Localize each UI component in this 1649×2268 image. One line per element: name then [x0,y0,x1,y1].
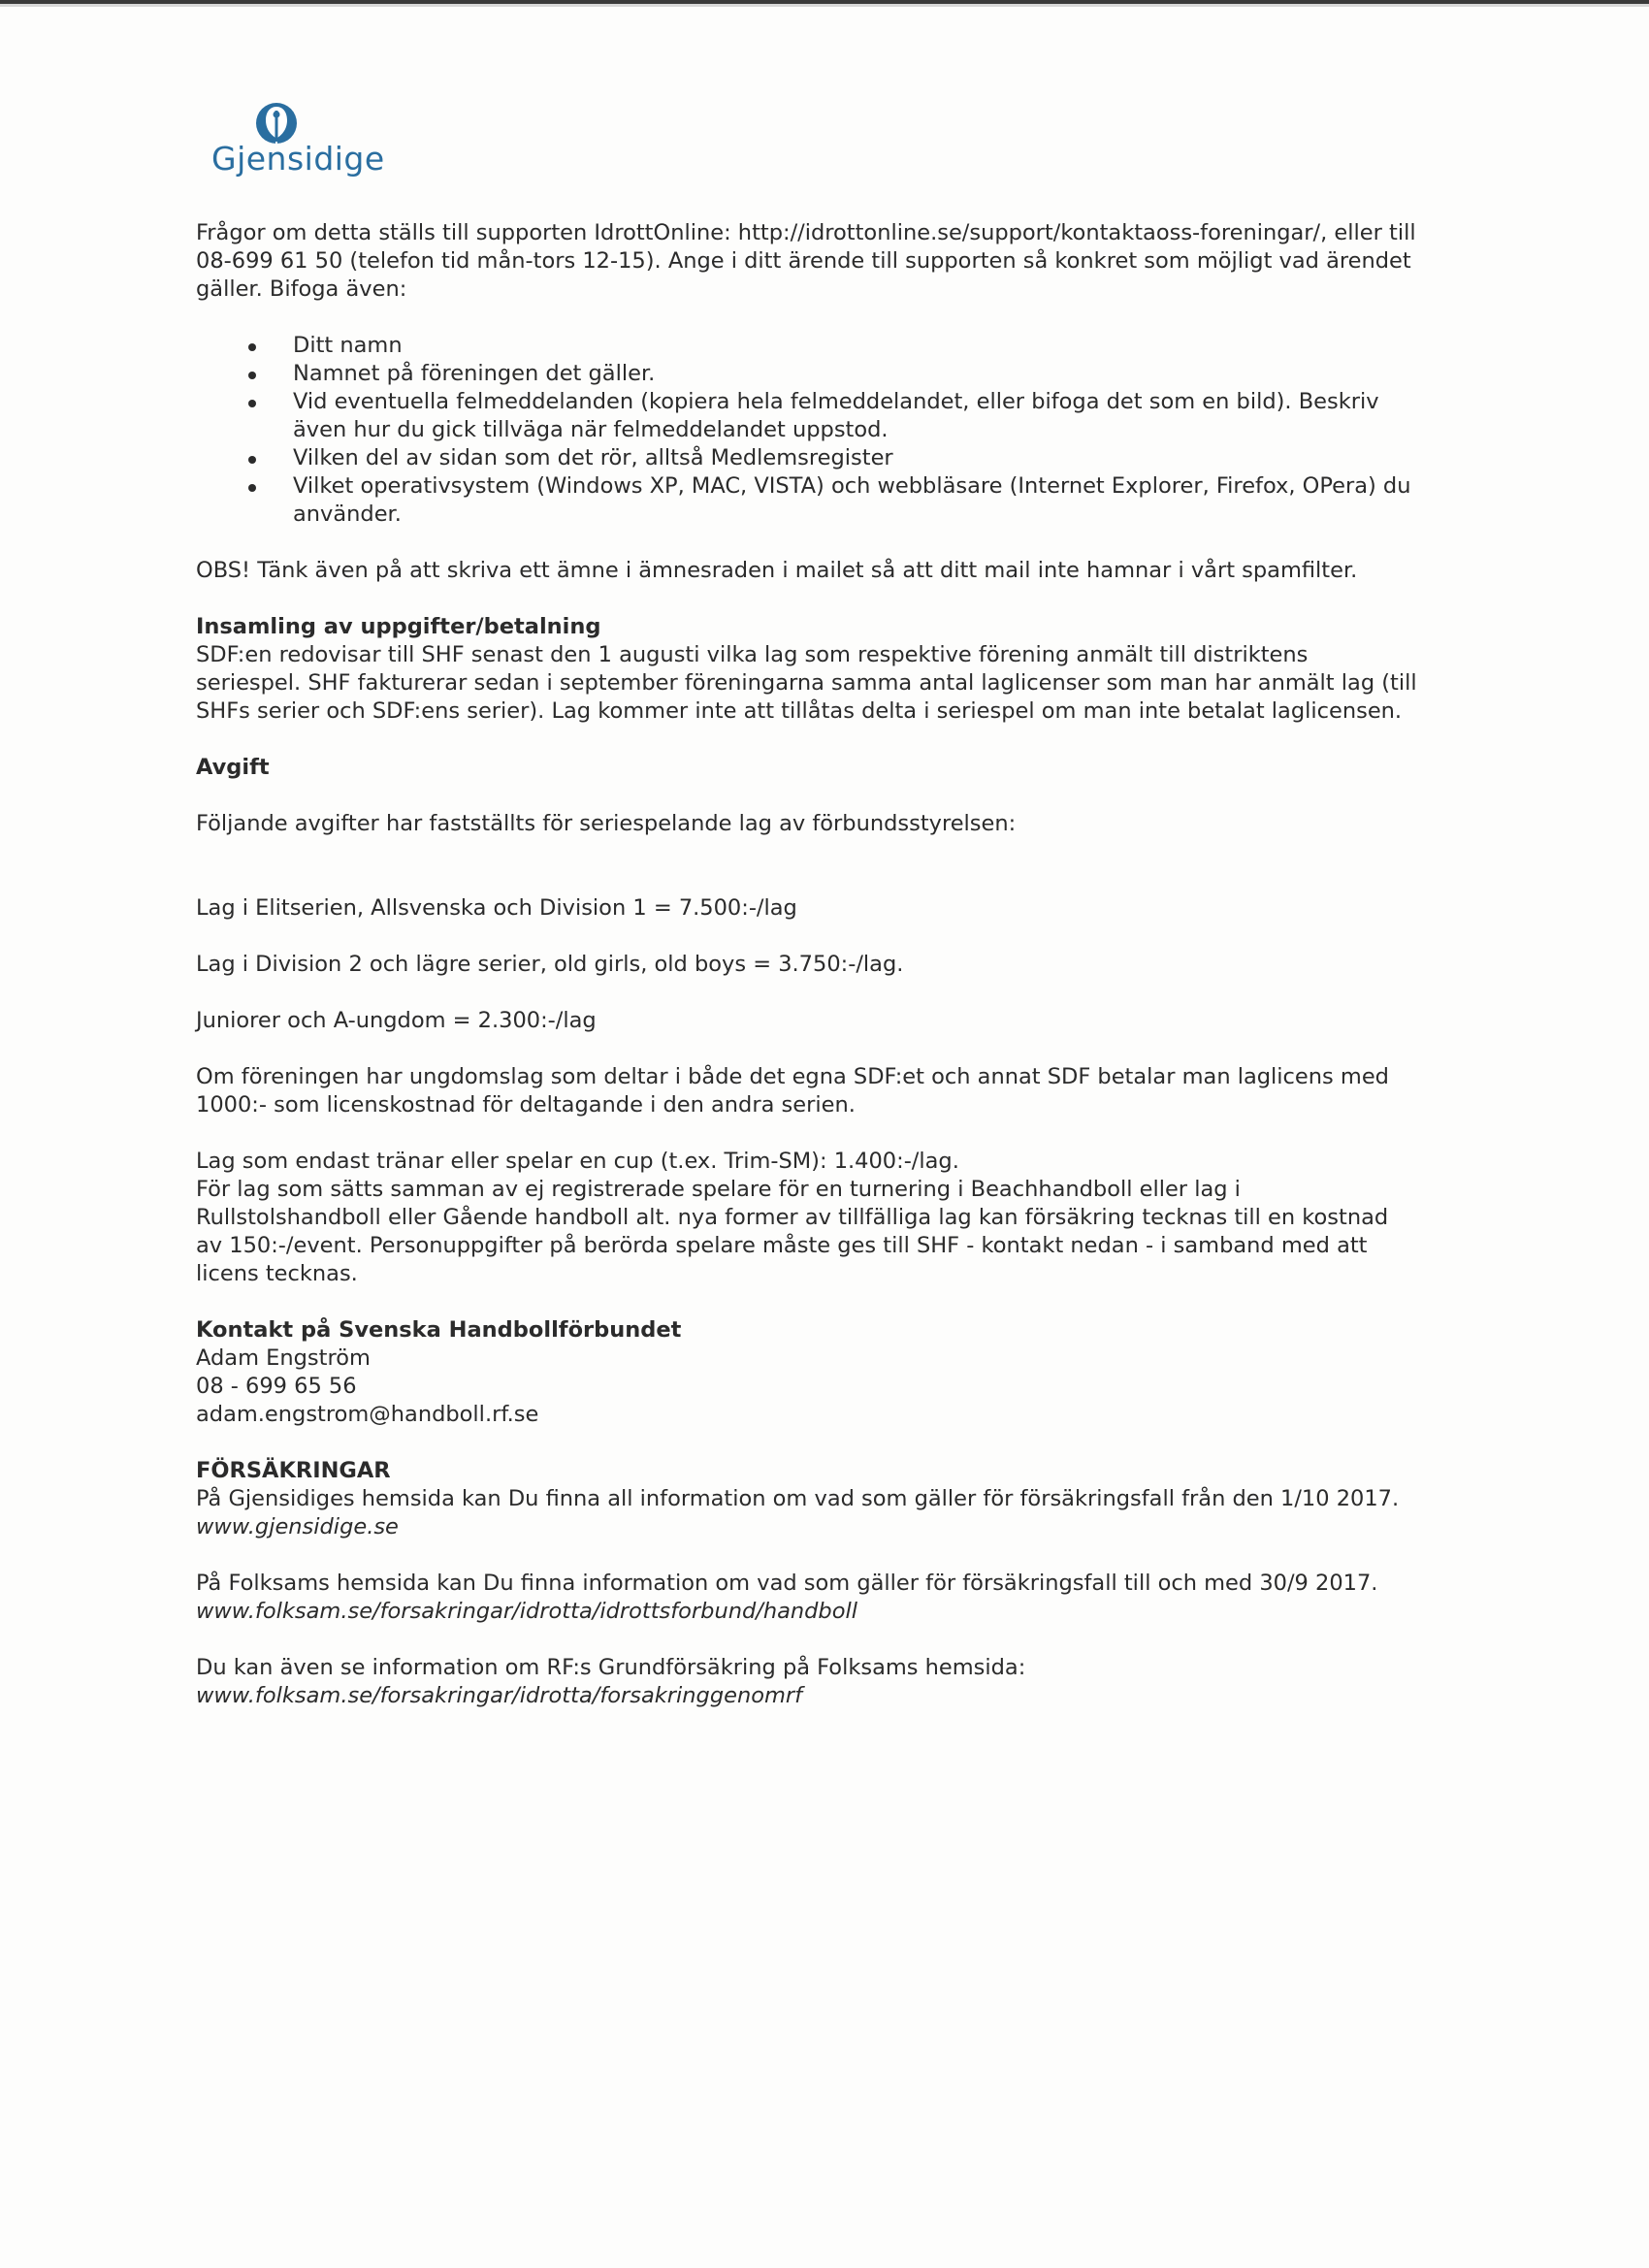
folksam-link[interactable]: www.folksam.se/forsakringar/idrotta/idrottsforbund/handboll [196,1599,857,1624]
scan-edge-shadow [0,4,1649,7]
kontakt-phone: 08 - 699 65 56 [196,1374,357,1399]
bullet-icon [248,400,256,407]
grund-info: Du kan även se information om RF:s Grundförsäkring på Folksams hemsida: [196,1655,1026,1680]
insamling-text: SDF:en redovisar till SHF senast den 1 augusti vilka lag som respektive förening anmält till distriktens seriespel. SHF fakturerar sedan i september föreningarna samma antal laglicenser som man har anmält lag (till SHFs serier och SDF:ens serier). Lag kommer inte att tillåtas delta i seriespel om man inte betalat laglicensen. [196,642,1417,724]
list-item: Vilket operativsystem (Windows XP, MAC, VISTA) och webbläsare (Internet Explorer, Firefox, OPera) du använder. [196,472,1418,529]
kontakt-heading: Kontakt på Svenska Handbollförbundet [196,1317,682,1343]
support-attachment-list [196,332,1418,529]
spam-note: OBS! Tänk även på att skriva ett ämne i ämnesraden i mailet så att ditt mail inte hamnar i vårt spamfilter. [196,558,1358,583]
avgift-intro: Följande avgifter har fastställts för seriespelande lag av förbundsstyrelsen: [196,811,1017,836]
bullet-icon [248,343,256,351]
kontakt-name: Adam Engström [196,1345,371,1371]
cup-fee: Lag som endast tränar eller spelar en cup (t.ex. Trim-SM): 1.400:-/lag. [196,1149,959,1174]
bullet-icon [248,456,256,464]
beach-text: För lag som sätts samman av ej registrerade spelare för en turnering i Beachhandboll eller lag i Rullstolshandboll eller Gående handboll alt. nya former av tillfälliga lag kan försäkring tecknas till en kostnad av 150:-/event. Personuppgifter på berörda spelare måste ges till SHF - kontakt nedan - i samband med att licens tecknas. [196,1177,1389,1286]
fee-division2: Lag i Division 2 och lägre serier, old girls, old boys = 3.750:-/lag. [196,952,904,977]
fee-juniorer: Juniorer och A-ungdom = 2.300:-/lag [196,1008,597,1033]
gjensidige-logo [211,101,405,184]
bullet-icon [248,372,256,379]
ungdom-text: Om föreningen har ungdomslag som deltar i både det egna SDF:et och annat SDF betalar man laglicens med 1000:- som licenskostnad för deltagande i den andra serien. [196,1064,1389,1118]
gjensidige-link[interactable]: www.gjensidige.se [196,1514,399,1539]
support-intro: Frågor om detta ställs till supporten IdrottOnline: http://idrottonline.se/support/kontaktaoss-foreningar/, eller till 08-699 61 50 (telefon tid mån-tors 12-15). Ange i ditt ärende till supporten så konkret som möjligt vad ärendet gäller. Bifoga även: [196,220,1416,302]
list-item: Namnet på föreningen det gäller. [196,360,1418,388]
kontakt-email: adam.engstrom@handboll.rf.se [196,1402,539,1427]
logo-wordmark: Gjensidige [211,140,385,178]
gjensidige-info: På Gjensidiges hemsida kan Du finna all information om vad som gäller för försäkringsfall från den 1/10 2017. www.gjensidige.se [196,1486,1400,1539]
bullet-icon [248,484,256,492]
insamling-heading: Insamling av uppgifter/betalning [196,614,601,639]
list-item: Vilken del av sidan som det rör, alltså Medlemsregister [196,444,1418,472]
grund-link[interactable]: www.folksam.se/forsakringar/idrotta/forsakringgenomrf [196,1683,803,1708]
document-body [196,219,1418,1710]
fee-elitserien: Lag i Elitserien, Allsvenska och Division 1 = 7.500:-/lag [196,895,797,921]
avgift-heading: Avgift [196,755,270,780]
list-item: Vid eventuella felmeddelanden (kopiera hela felmeddelandet, eller bifoga det som en bild). Beskriv även hur du gick tillväga när felmeddelandet uppstod. [196,388,1418,444]
list-item: Ditt namn [196,332,1418,360]
folksam-info: På Folksams hemsida kan Du finna information om vad som gäller för försäkringsfall till och med 30/9 2017. www.folksam.se/forsakringar/idrotta/idrottsforbund/handboll [196,1571,1378,1624]
forsakringar-heading: FÖRSÄKRINGAR [196,1458,391,1483]
